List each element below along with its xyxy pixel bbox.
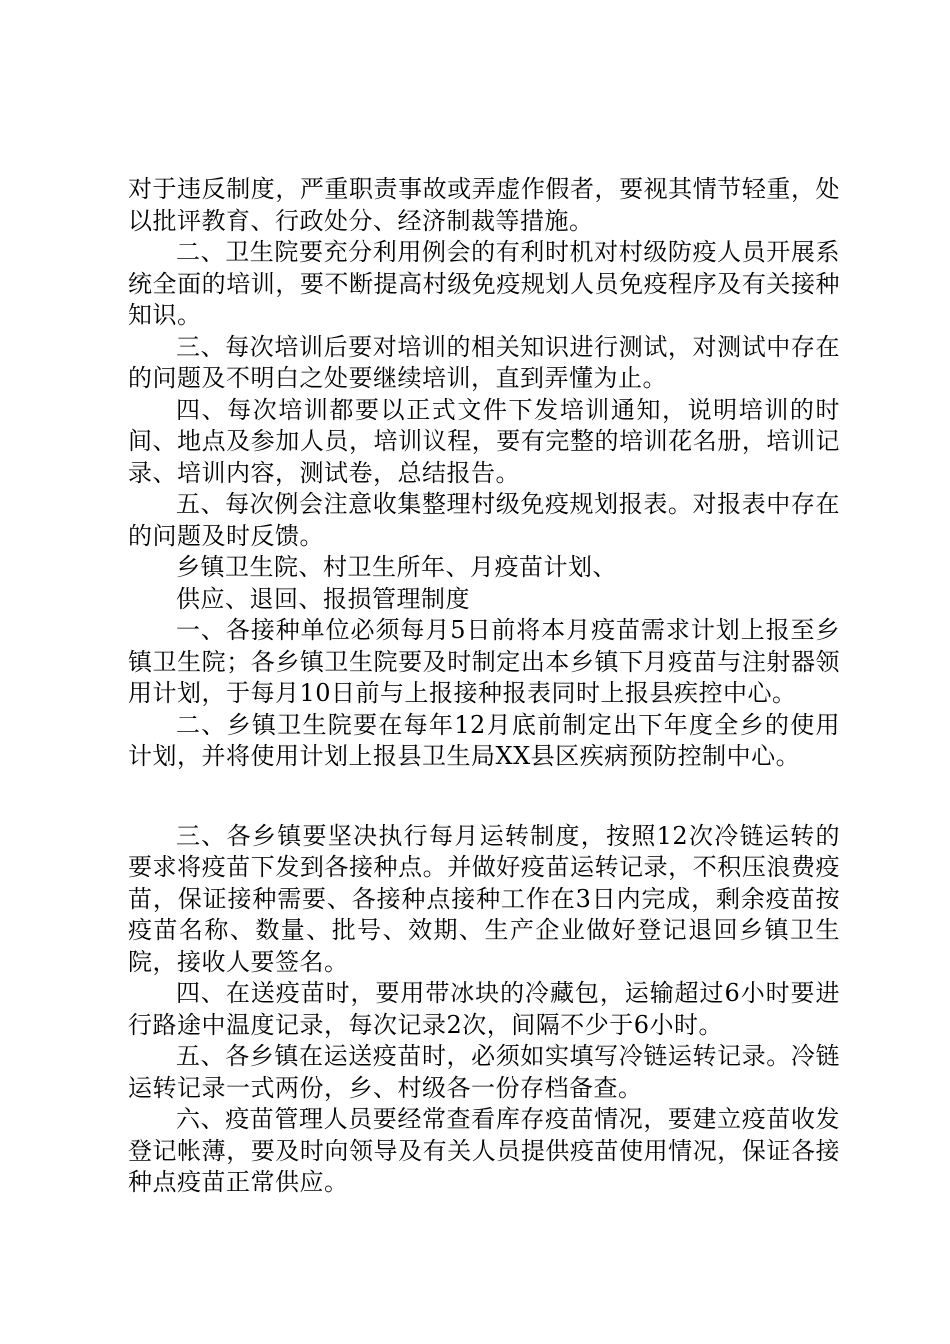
paragraph-transport: 四、在送疫苗时，要用带冰块的冷藏包，运输超过6小时要进行路途中温度记录，每次记录2次，间隔不少于6小时。 [128,979,840,1039]
paragraph-training-test: 三、每次培训后要对培训的相关知识进行测试，对测试中存在的问题及不明白之处要继续培训，直到弄懂为止。 [128,332,840,392]
paragraph-monthly-plan: 一、各接种单位必须每月5日前将本月疫苗需求计划上报至乡镇卫生院；各乡镇卫生院要及时制定出本乡镇下月疫苗与注射器领用计划，于每月10日前与上报接种报表同时上报县疾控中心。 [128,616,840,707]
paragraph-spacer [128,773,840,821]
paragraph-violation-penalty: 对于违反制度，严重职责事故或弄虚作假者，要视其情节轻重，处以批评教育、行政处分、经济制裁等措施。 [128,175,840,235]
section-heading-line-2: 供应、退回、报损管理制度 [176,584,470,613]
section-heading-line-1: 乡镇卫生院、村卫生所年、月疫苗计划、 [176,553,617,581]
paragraph-training-notice: 四、每次培训都要以正式文件下发培训通知，说明培训的时间、地点及参加人员，培训议程，要有完整的培训花名册，培训记录、培训内容，测试卷，总结报告。 [128,395,840,487]
paragraph-cold-chain: 三、各乡镇要坚决执行每月运转制度，按照12次冷链运转的要求将疫苗下发到各接种点。并做好疫苗运转记录，不积压浪费疫苗，保证接种需要、各接种点接种工作在3日内完成，剩余疫苗按疫苗名称、数量、批号、效期、生产企业做好登记退回乡镇卫生院，接收人要签名。 [128,821,840,976]
paragraph-annual-plan: 二、乡镇卫生院要在每年12月底前制定出下年度全乡的使用计划，并将使用计划上报县卫生局XX县区疾病预防控制中心。 [128,710,840,770]
paragraph-training-meetings: 二、卫生院要充分利用例会的有利时机对村级防疫人员开展系统全面的培训，要不断提高村级免疫规划人员免疫程序及有关接种知识。 [128,238,840,329]
document-body [128,174,840,1199]
paragraph-transport-record: 五、各乡镇在运送疫苗时，必须如实填写冷链运转记录。冷链运转记录一式两份，乡、村级各一份存档备查。 [128,1042,840,1102]
paragraph-report-collection: 五、每次例会注意收集整理村级免疫规划报表。对报表中存在的问题及时反馈。 [128,490,840,550]
paragraph-inventory: 六、疫苗管理人员要经常查看库存疫苗情况，要建立疫苗收发登记帐薄，要及时向领导及有关人员提供疫苗使用情况，保证各接种点疫苗正常供应。 [128,1105,840,1196]
